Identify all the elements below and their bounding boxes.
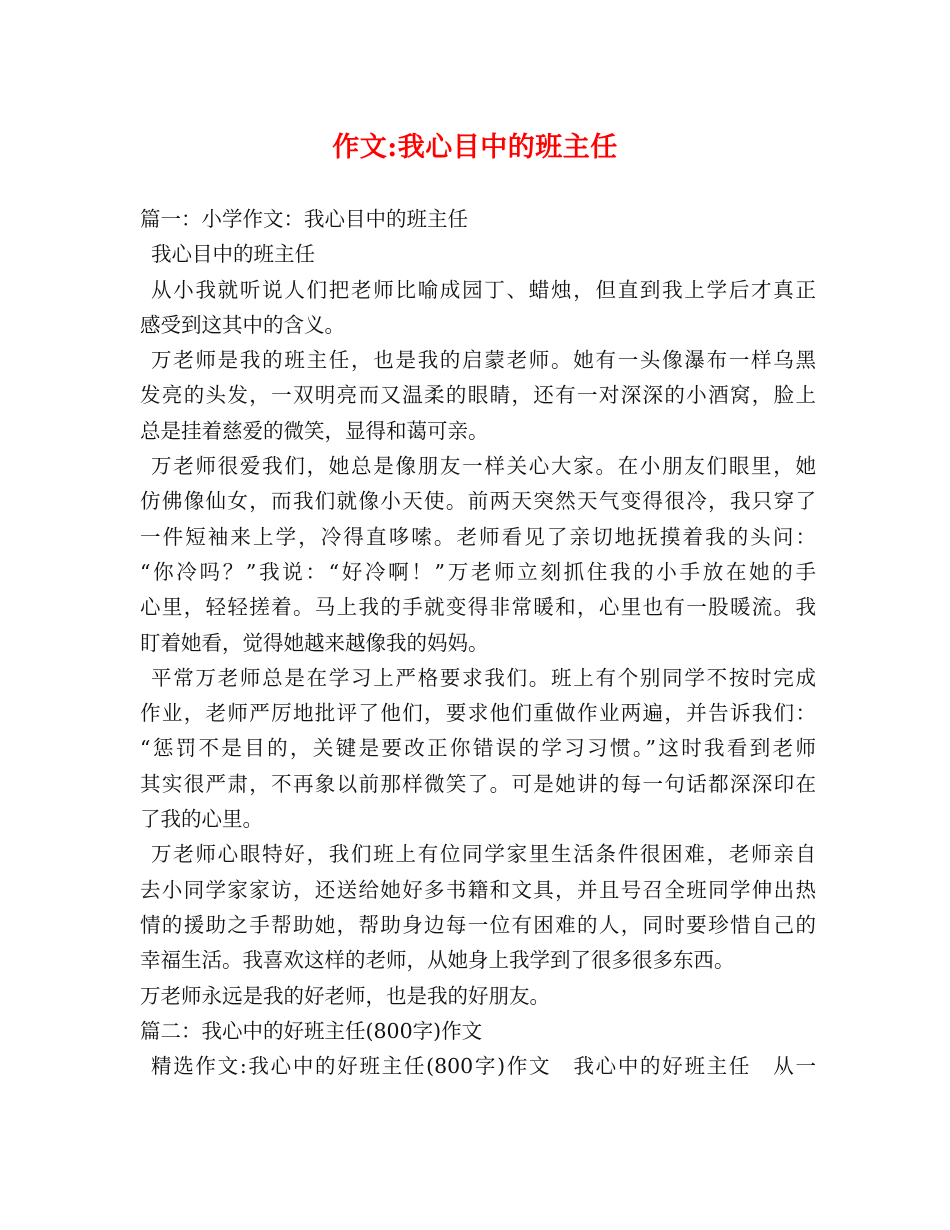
document-body <box>140 202 816 1084</box>
text-line: 精选作文:我心中的好班主任(800字)作文 我心中的好班主任 从一 <box>151 1054 816 1079</box>
text-line: 发亮的头发，一双明亮而又温柔的眼睛，还有一对深深的小酒窝，脸上 <box>140 383 816 408</box>
text-line: 我心目中的班主任 <box>151 242 315 267</box>
text-line: 情的援助之手帮助她，帮助身边每一位有困难的人，同时要珍惜自己的 <box>140 912 816 937</box>
document-title: 作文:我心目中的班主任 <box>332 132 618 163</box>
text-line: 总是挂着慈爱的微笑，显得和蔼可亲。 <box>140 418 489 443</box>
text-line: 万老师心眼特好，我们班上有位同学家里生活条件很困难，老师亲自 <box>151 842 816 867</box>
text-line: 从小我就听说人们把老师比喻成园丁、蜡烛，但直到我上学后才真正 <box>151 277 816 302</box>
text-line: “惩罚不是目的，关键是要改正你错误的学习习惯。”这时我看到老师 <box>140 736 816 761</box>
text-line: 万老师是我的班主任，也是我的启蒙老师。她有一头像瀑布一样乌黑 <box>151 348 816 373</box>
text-line: 仿佛像仙女，而我们就像小天使。前两天突然天气变得很冷，我只穿了 <box>140 489 816 514</box>
text-line: “你冷吗？”我说：“好冷啊！”万老师立刻抓住我的小手放在她的手 <box>140 559 816 584</box>
text-line: 了我的心里。 <box>140 807 263 832</box>
text-line: 篇一：小学作文：我心目中的班主任 <box>140 207 468 231</box>
text-line: 去小同学家家访，还送给她好多书籍和文具，并且号召全班同学伸出热 <box>140 877 816 902</box>
text-line: 盯着她看，觉得她越来越像我的妈妈。 <box>140 630 489 655</box>
text-line: 万老师很爱我们，她总是像朋友一样关心大家。在小朋友们眼里，她 <box>151 454 816 479</box>
text-line: 万老师永远是我的好老师，也是我的好朋友。 <box>140 983 550 1008</box>
text-line: 感受到这其中的含义。 <box>140 312 345 337</box>
text-line: 幸福生活。我喜欢这样的老师，从她身上我学到了很多很多东西。 <box>140 948 735 973</box>
text-line: 篇二：我心中的好班主任(800字)作文 <box>140 1018 483 1043</box>
text-line: 心里，轻轻搓着。马上我的手就变得非常暖和，心里也有一股暖流。我 <box>140 595 816 620</box>
text-line: 平常万老师总是在学习上严格要求我们。班上有个别同学不按时完成 <box>151 665 816 690</box>
text-line: 作业，老师严厉地批评了他们，要求他们重做作业两遍，并告诉我们： <box>140 701 816 726</box>
text-line: 其实很严肃，不再象以前那样微笑了。可是她讲的每一句话都深深印在 <box>140 771 816 796</box>
text-line: 一件短袖来上学，冷得直哆嗦。老师看见了亲切地抚摸着我的头问： <box>140 524 816 549</box>
